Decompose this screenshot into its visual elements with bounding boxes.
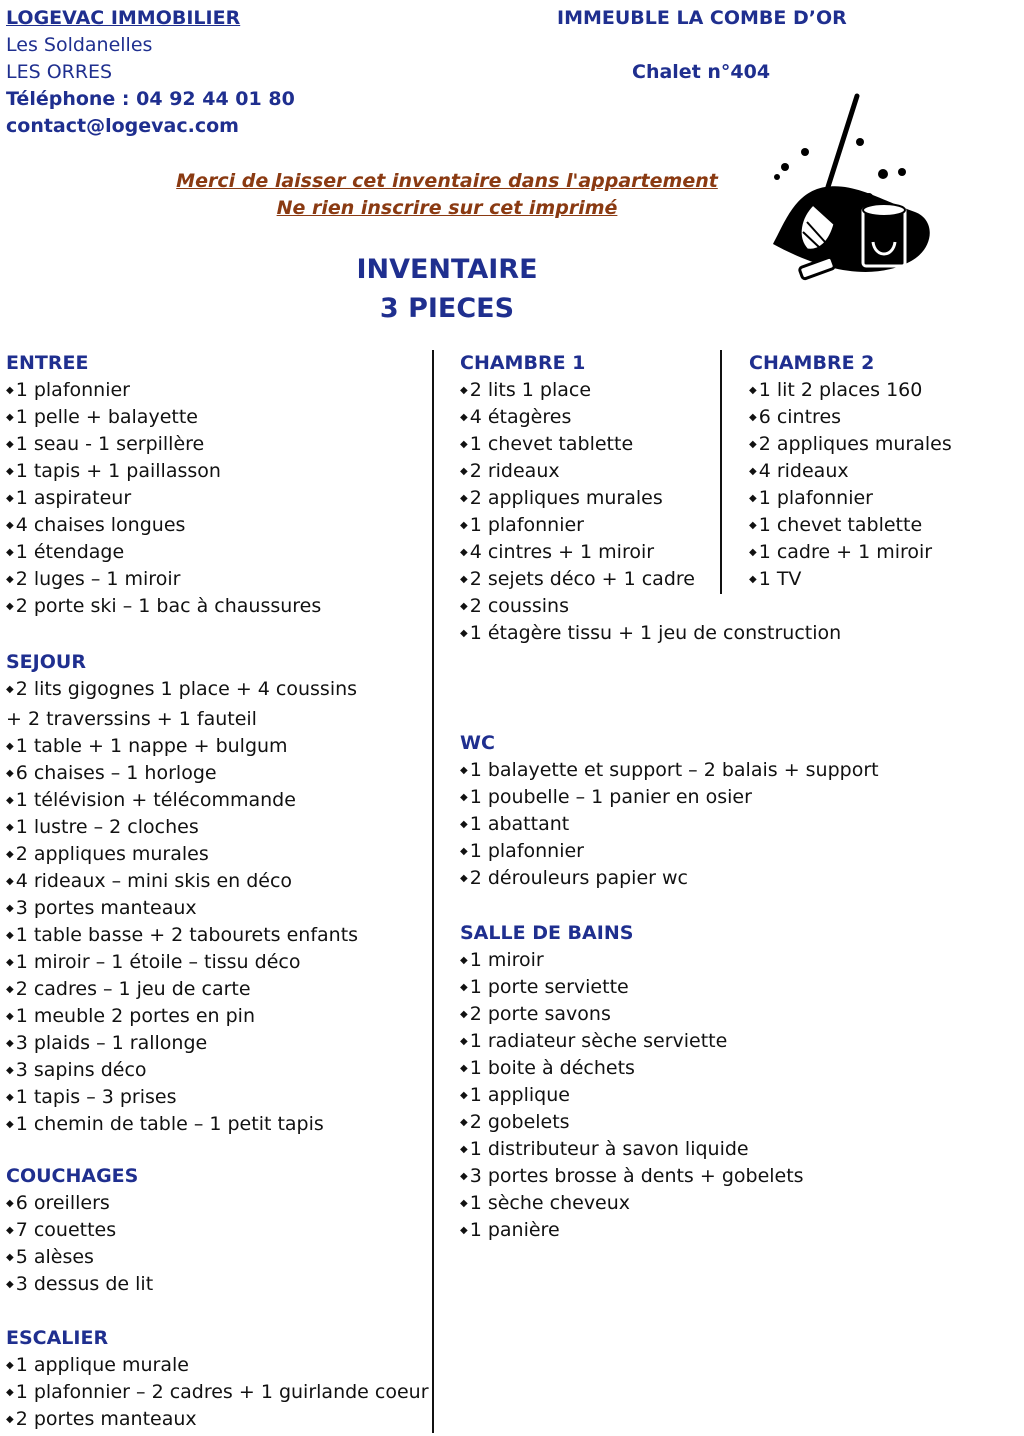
list-item: ◆ 1 plafonnier – 2 cadres + 1 guirlande coeur (6, 1379, 436, 1406)
list-item: ◆ 4 rideaux (749, 458, 952, 485)
list-item: ◆ 4 rideaux – mini skis en déco (6, 868, 436, 895)
list-item: ◆ 1 plafonnier (460, 512, 841, 539)
list-item: ◆ 1 panière (460, 1217, 804, 1244)
section-title: WC (460, 732, 495, 754)
section-title: ENTREE (6, 352, 89, 374)
list-item: ◆ 2 coussins (460, 593, 841, 620)
list-item: ◆ 3 dessus de lit (6, 1271, 436, 1298)
list-item: ◆ 3 plaids – 1 rallonge (6, 1030, 436, 1057)
list-item: ◆ 1 radiateur sèche serviette (460, 1028, 804, 1055)
list-item: ◆ 4 cintres + 1 miroir (460, 539, 841, 566)
notice-line-2: Ne rien inscrire sur cet imprimé (276, 197, 618, 219)
list-item: ◆ 2 dérouleurs papier wc (460, 865, 879, 892)
company-address-2: LES ORRES (6, 61, 113, 83)
title-line-2: 3 PIECES (379, 293, 515, 324)
list-item: ◆ 1 étendage (6, 539, 436, 566)
company-block (6, 5, 295, 140)
list-item: ◆ 1 table + 1 nappe + bulgum (6, 733, 436, 760)
list-item: ◆ 5 alèses (6, 1244, 436, 1271)
list-item: ◆ 2 cadres – 1 jeu de carte (6, 976, 436, 1003)
list-item: ◆ 3 portes manteaux (6, 895, 436, 922)
section-sejour (6, 649, 436, 1138)
list-item: ◆ 1 miroir (460, 947, 804, 974)
notice (0, 168, 894, 222)
list-item: ◆ 1 distributeur à savon liquide (460, 1136, 804, 1163)
chalet-number: Chalet n°404 (632, 61, 771, 83)
list-item: ◆ 2 lits 1 place (460, 377, 841, 404)
list-item: ◆ 4 chaises longues (6, 512, 436, 539)
list-item: ◆ 1 meuble 2 portes en pin (6, 1003, 436, 1030)
section-title: COUCHAGES (6, 1165, 139, 1187)
list-item: ◆ 3 sapins déco (6, 1057, 436, 1084)
list-item: ◆ 2 appliques murales (6, 841, 436, 868)
list-item: ◆ 1 aspirateur (6, 485, 436, 512)
section-wc (460, 730, 879, 892)
list-item: ◆ 1 applique murale (6, 1352, 436, 1379)
list-item: ◆ 6 cintres (749, 404, 952, 431)
list-item: ◆ 1 plafonnier (6, 377, 436, 404)
list-item: ◆ 1 poubelle – 1 panier en osier (460, 784, 879, 811)
section-salle-de-bains (460, 920, 804, 1244)
list-item: ◆ 2 porte ski – 1 bac à chaussures (6, 593, 436, 620)
list-item: ◆ 1 TV (749, 566, 952, 593)
list-item: ◆ 1 cadre + 1 miroir (749, 539, 952, 566)
section-entree (6, 350, 436, 620)
list-item: ◆ 6 chaises – 1 horloge (6, 760, 436, 787)
company-name: LOGEVAC IMMOBILIER (6, 7, 241, 29)
section-title: SEJOUR (6, 651, 86, 673)
list-item: ◆ 2 gobelets (460, 1109, 804, 1136)
company-address-1: Les Soldanelles (6, 34, 153, 56)
list-item: ◆ 1 miroir – 1 étoile – tissu déco (6, 949, 436, 976)
list-item: ◆ 1 plafonnier (749, 485, 952, 512)
list-item: ◆ 2 sejets déco + 1 cadre (460, 566, 841, 593)
list-item: ◆ 2 luges – 1 miroir (6, 566, 436, 593)
notice-line-1: Merci de laisser cet inventaire dans l'appartement (176, 170, 718, 192)
section-title: CHAMBRE 1 (460, 352, 586, 374)
list-item: ◆ 1 chevet tablette (749, 512, 952, 539)
list-item: ◆ 3 portes brosse à dents + gobelets (460, 1163, 804, 1190)
list-item: ◆ 7 couettes (6, 1217, 436, 1244)
building-name: IMMEUBLE LA COMBE D’OR (557, 7, 847, 29)
list-item: ◆ 1 porte serviette (460, 974, 804, 1001)
section-chambre-2 (749, 350, 952, 593)
list-item: ◆ 1 lit 2 places 160 (749, 377, 952, 404)
section-escalier (6, 1325, 436, 1433)
list-item: ◆ 4 étagères (460, 404, 841, 431)
list-item: ◆ 1 étagère tissu + 1 jeu de construction (460, 620, 841, 647)
section-couchages (6, 1163, 436, 1298)
list-item: ◆ 1 tapis – 3 prises (6, 1084, 436, 1111)
list-item: ◆ 1 pelle + balayette (6, 404, 436, 431)
list-item: ◆ 1 chemin de table – 1 petit tapis (6, 1111, 436, 1138)
section-title: ESCALIER (6, 1327, 109, 1349)
company-phone: Téléphone : 04 92 44 01 80 (6, 88, 295, 110)
title-line-1: INVENTAIRE (356, 254, 538, 285)
section-title: SALLE DE BAINS (460, 922, 634, 944)
list-item: ◆ 2 appliques murales (749, 431, 952, 458)
list-item: ◆ 1 boite à déchets (460, 1055, 804, 1082)
section-title: CHAMBRE 2 (749, 352, 875, 374)
list-item: ◆ 1 seau - 1 serpillère (6, 431, 436, 458)
company-email: contact@logevac.com (6, 115, 239, 137)
list-item: ◆ 2 rideaux (460, 458, 841, 485)
list-item: ◆ 2 lits gigognes 1 place + 4 coussins + 2 traverssins + 1 fauteil (6, 676, 371, 733)
list-item: ◆ 1 plafonnier (460, 838, 879, 865)
list-item: ◆ 1 chevet tablette (460, 431, 841, 458)
list-item: ◆ 1 applique (460, 1082, 804, 1109)
list-item: ◆ 1 tapis + 1 paillasson (6, 458, 436, 485)
list-item: ◆ 1 table basse + 2 tabourets enfants (6, 922, 436, 949)
list-item: ◆ 6 oreillers (6, 1190, 436, 1217)
list-item: ◆ 2 appliques murales (460, 485, 841, 512)
list-item: ◆ 2 porte savons (460, 1001, 804, 1028)
list-item: ◆ 1 balayette et support – 2 balais + support (460, 757, 879, 784)
list-item: ◆ 1 sèche cheveux (460, 1190, 804, 1217)
page-title (0, 250, 894, 328)
list-item: ◆ 2 portes manteaux (6, 1406, 436, 1433)
list-item: ◆ 1 télévision + télécommande (6, 787, 436, 814)
list-item: ◆ 1 abattant (460, 811, 879, 838)
list-item: ◆ 1 lustre – 2 cloches (6, 814, 436, 841)
